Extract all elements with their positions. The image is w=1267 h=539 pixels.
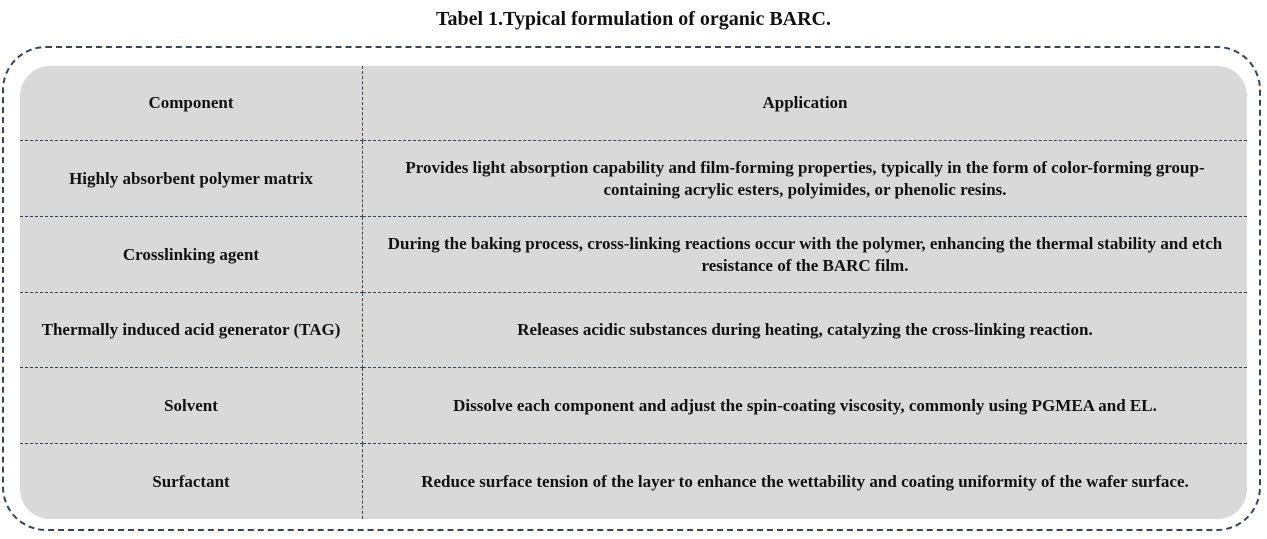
formulation-table [20,66,1247,519]
table-cell-component: Highly absorbent polymer matrix [20,141,363,217]
table-cell-application: During the baking process, cross-linking reactions occur with the polymer, enhancing the thermal stability and etch resistance of the BARC film. [363,217,1247,293]
table-caption: Tabel 1.Typical formulation of organic BARC. [435,8,831,30]
header-application: Application [363,66,1247,141]
table-cell-application: Reduce surface tension of the layer to enhance the wettability and coating uniformity of the wafer surface. [421,471,1189,491]
header-component: Component [20,66,363,141]
table-cell-application: Releases acidic substances during heating, catalyzing the cross-linking reaction. [363,293,1247,368]
table-cell-component: Solvent [20,368,363,444]
table-cell-application: Dissolve each component and adjust the spin-coating viscosity, commonly using PGMEA and EL. [363,368,1247,444]
table-cell-application: Provides light absorption capability and film-forming properties, typically in the form of color-forming group-containing acrylic esters, polyimides, or phenolic resins. [363,141,1247,217]
table-cell-component: Thermally induced acid generator (TAG) [20,293,363,368]
table-cell-component: Crosslinking agent [20,217,363,293]
table-panel [20,66,1247,519]
table-cell-component: Surfactant [20,444,363,519]
